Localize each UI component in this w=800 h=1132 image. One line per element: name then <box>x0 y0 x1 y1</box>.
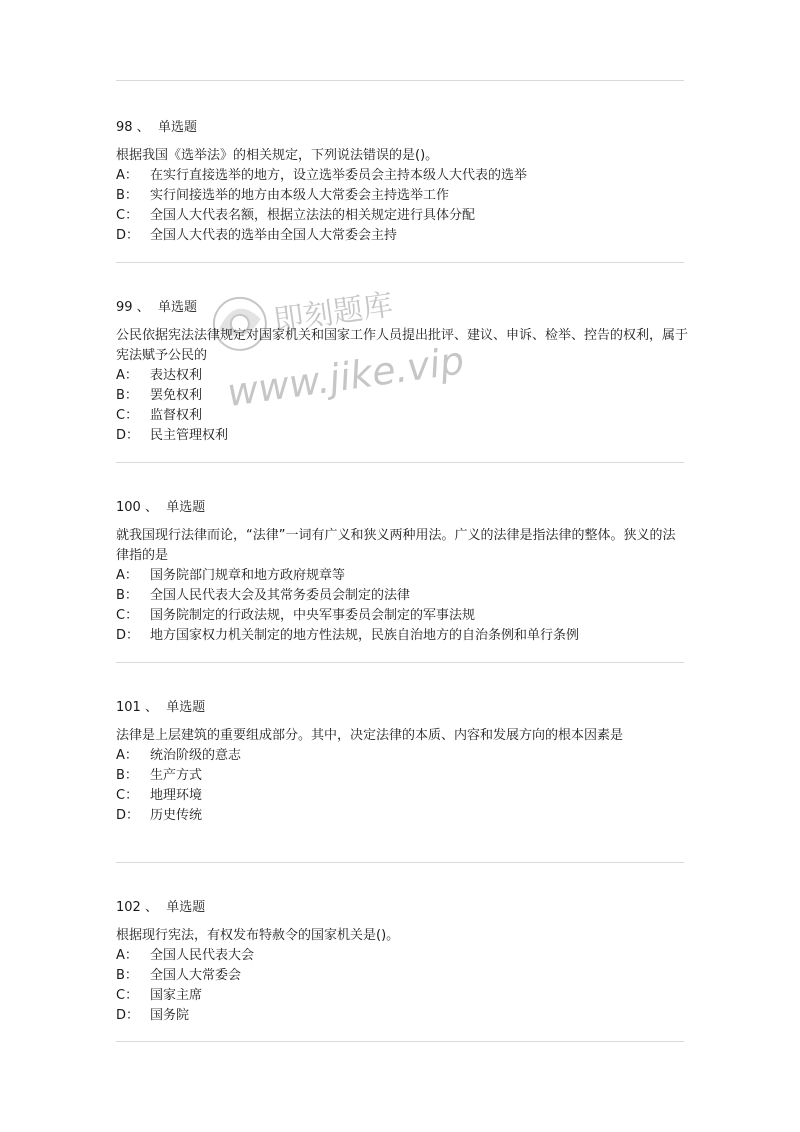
divider <box>116 862 684 863</box>
option-d <box>116 426 688 446</box>
question-stem: 就我国现行法律而论，“法律”一词有广义和狭义两种用法。广义的法律是指法律的整体。狭义的法律指的是 <box>116 528 676 563</box>
question-100 <box>116 498 688 646</box>
question-stem: 根据我国《选举法》的相关规定，下列说法错误的是()。 <box>116 148 439 163</box>
option-text: 民主管理权利 <box>150 428 229 443</box>
question-header <box>116 498 688 518</box>
question-98 <box>116 118 688 246</box>
option-text: 全国人民代表大会及其常务委员会制定的法律 <box>150 588 411 603</box>
question-header <box>116 298 688 318</box>
option-b <box>116 766 688 786</box>
option-letter: C： <box>116 788 139 803</box>
option-a <box>116 746 688 766</box>
option-letter: D： <box>116 228 140 243</box>
option-text: 国务院制定的行政法规，中央军事委员会制定的军事法规 <box>150 608 476 623</box>
option-text: 全国人大代表的选举由全国人大常委会主持 <box>150 228 398 243</box>
question-number: 100 、 <box>116 500 158 515</box>
option-a <box>116 566 688 586</box>
question-type: 单选题 <box>166 700 206 715</box>
option-letter: B： <box>116 188 138 203</box>
option-a <box>116 166 688 186</box>
option-text: 在实行直接选举的地方，设立选举委员会主持本级人大代表的选举 <box>150 168 528 183</box>
question-number: 98 、 <box>116 120 150 135</box>
option-letter: C： <box>116 208 139 223</box>
question-101 <box>116 698 688 826</box>
divider <box>116 262 684 263</box>
option-c <box>116 786 688 806</box>
option-b <box>116 186 688 206</box>
option-c <box>116 406 688 426</box>
option-c <box>116 206 688 226</box>
option-a <box>116 366 688 386</box>
option-b <box>116 966 688 986</box>
question-number: 99 、 <box>116 300 150 315</box>
option-letter: B： <box>116 588 138 603</box>
option-letter: B： <box>116 388 138 403</box>
option-letter: A： <box>116 568 138 583</box>
option-d <box>116 806 688 826</box>
option-text: 全国人大代表名额，根据立法法的相关规定进行具体分配 <box>150 208 476 223</box>
option-letter: B： <box>116 968 138 983</box>
option-b <box>116 386 688 406</box>
option-text: 全国人民代表大会 <box>150 948 255 963</box>
question-number: 102 、 <box>116 900 158 915</box>
option-letter: C： <box>116 408 139 423</box>
option-text: 全国人大常委会 <box>150 968 242 983</box>
question-type: 单选题 <box>157 120 197 135</box>
question-header <box>116 898 688 918</box>
watermark-url-text: www.jike.vip <box>224 338 467 416</box>
option-letter: D： <box>116 808 140 823</box>
option-letter: D： <box>116 628 140 643</box>
question-header <box>116 698 688 718</box>
question-stem: 公民依据宪法法律规定对国家机关和国家工作人员提出批评、建议、申诉、检举、控告的权利，属于宪法赋予公民的 <box>116 328 689 363</box>
divider <box>116 462 684 463</box>
option-letter: C： <box>116 608 139 623</box>
option-b <box>116 586 688 606</box>
option-letter: A： <box>116 168 138 183</box>
option-a <box>116 946 688 966</box>
option-letter: A： <box>116 368 138 383</box>
option-letter: A： <box>116 748 138 763</box>
option-text: 监督权利 <box>150 408 203 423</box>
question-type: 单选题 <box>166 900 206 915</box>
question-stem: 法律是上层建筑的重要组成部分。其中，决定法律的本质、内容和发展方向的根本因素是 <box>116 728 624 743</box>
option-text: 实行间接选举的地方由本级人大常委会主持选举工作 <box>150 188 450 203</box>
divider-bottom <box>116 1041 684 1042</box>
divider-top <box>116 80 684 81</box>
option-text: 统治阶级的意志 <box>150 748 242 763</box>
option-text: 国务院部门规章和地方政府规章等 <box>150 568 346 583</box>
divider <box>116 662 684 663</box>
question-number: 101 、 <box>116 700 158 715</box>
option-text: 国务院 <box>150 1008 190 1023</box>
option-text: 罢免权利 <box>150 388 203 403</box>
option-letter: C： <box>116 988 139 1003</box>
option-text: 地方国家权力机关制定的地方性法规，民族自治地方的自治条例和单行条例 <box>150 628 580 643</box>
option-letter: B： <box>116 768 138 783</box>
option-c <box>116 606 688 626</box>
option-d <box>116 1006 688 1026</box>
option-d <box>116 226 688 246</box>
option-d <box>116 626 688 646</box>
option-c <box>116 986 688 1006</box>
option-text: 国家主席 <box>150 988 203 1003</box>
option-text: 历史传统 <box>150 808 203 823</box>
option-letter: D： <box>116 428 140 443</box>
question-stem: 根据现行宪法，有权发布特赦令的国家机关是()。 <box>116 928 400 943</box>
question-header <box>116 118 688 138</box>
option-letter: A： <box>116 948 138 963</box>
option-text: 生产方式 <box>150 768 203 783</box>
option-text: 表达权利 <box>150 368 203 383</box>
question-99 <box>116 298 688 446</box>
option-text: 地理环境 <box>150 788 203 803</box>
watermark-brand-text: 即刻题库 <box>271 287 396 339</box>
question-type: 单选题 <box>157 300 197 315</box>
question-102 <box>116 898 688 1026</box>
option-letter: D： <box>116 1008 140 1023</box>
question-type: 单选题 <box>166 500 206 515</box>
